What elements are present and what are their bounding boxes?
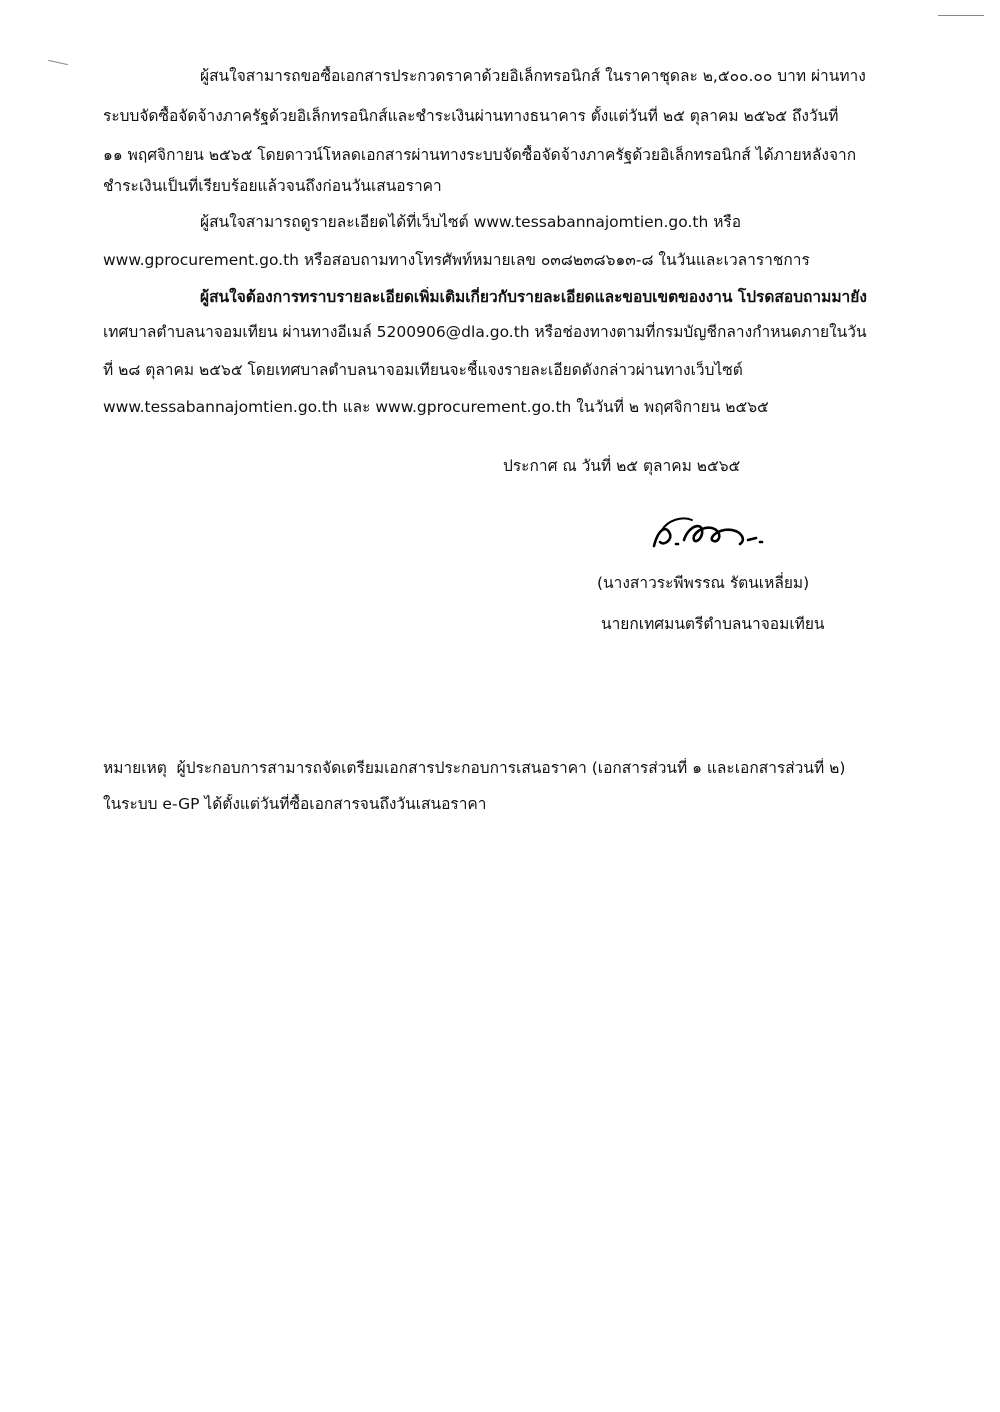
para2-line2: www.gprocurement.go.th หรือสอบถามทางโทรศัพท์หมายเลข ๐๓๘๒๓๘๖๑๓-๘ ในวันและเวลาราชการ: [103, 251, 810, 269]
para3-line3: ที่ ๒๘ ตุลาคม ๒๕๖๕ โดยเทศบาลตำบลนาจอมเทียนจะชี้แจงรายละเอียดดังกล่าวผ่านทางเว็บไซต์: [103, 361, 743, 379]
signature-text: ร.ร.: [648, 510, 650, 511]
note-line1: [103, 758, 963, 778]
signature-image: [648, 510, 778, 554]
signatory-name: (นางสาวระพีพรรณ รัตนเหลี่ยม): [597, 574, 810, 592]
note-text-1: ผู้ประกอบการสามารถจัดเตรียมเอกสารประกอบการเสนอราคา (เอกสารส่วนที่ ๑ และเอกสารส่วนที่ ๒): [176, 759, 846, 777]
signatory-title: นายกเทศมนตรีตำบลนาจอมเทียน: [601, 615, 825, 633]
scan-mark-top-left: [48, 60, 68, 65]
para3-line4: www.tessabannajomtien.go.th และ www.gprocurement.go.th ในวันที่ ๒ พฤศจิกายน ๒๕๖๕: [103, 398, 769, 416]
note-label: หมายเหตุ: [103, 759, 167, 777]
para1-line1: ผู้สนใจสามารถขอซื้อเอกสารประกวดราคาด้วยอิเล็กทรอนิกส์ ในราคาชุดละ ๒,๕๐๐.๐๐ บาท ผ่านทาง: [200, 67, 866, 85]
para1-line2: ระบบจัดซื้อจัดจ้างภาครัฐด้วยอิเล็กทรอนิกส์และชำระเงินผ่านทางธนาคาร ตั้งแต่วันที่ ๒๕ ตุลาคม ๒๕๖๕ ถึงวันที่: [103, 107, 839, 125]
scan-mark-top-right: [938, 15, 984, 16]
announcement-date: ประกาศ ณ วันที่ ๒๕ ตุลาคม ๒๕๖๕: [503, 457, 741, 475]
para3-line1: ผู้สนใจต้องการทราบรายละเอียดเพิ่มเติมเกี่ยวกับรายละเอียดและขอบเขตของงาน โปรดสอบถามมายัง: [200, 288, 867, 306]
para1-line3: ๑๑ พฤศจิกายน ๒๕๖๕ โดยดาวน์โหลดเอกสารผ่านทางระบบจัดซื้อจัดจ้างภาครัฐด้วยอิเล็กทรอนิกส์ ได้ภายหลังจาก: [103, 146, 857, 164]
para2-line1: ผู้สนใจสามารถดูรายละเอียดได้ที่เว็บไซต์ www.tessabannajomtien.go.th หรือ: [200, 213, 742, 231]
note-line2: ในระบบ e-GP ได้ตั้งแต่วันที่ซื้อเอกสารจนถึงวันเสนอราคา: [103, 795, 487, 813]
para1-line4: ชำระเงินเป็นที่เรียบร้อยแล้วจนถึงก่อนวันเสนอราคา: [103, 177, 442, 195]
para3-line2: เทศบาลตำบลนาจอมเทียน ผ่านทางอีเมล์ 5200906@dla.go.th หรือช่องทางตามที่กรมบัญชีกลางกำหนดภายในวัน: [103, 323, 867, 341]
